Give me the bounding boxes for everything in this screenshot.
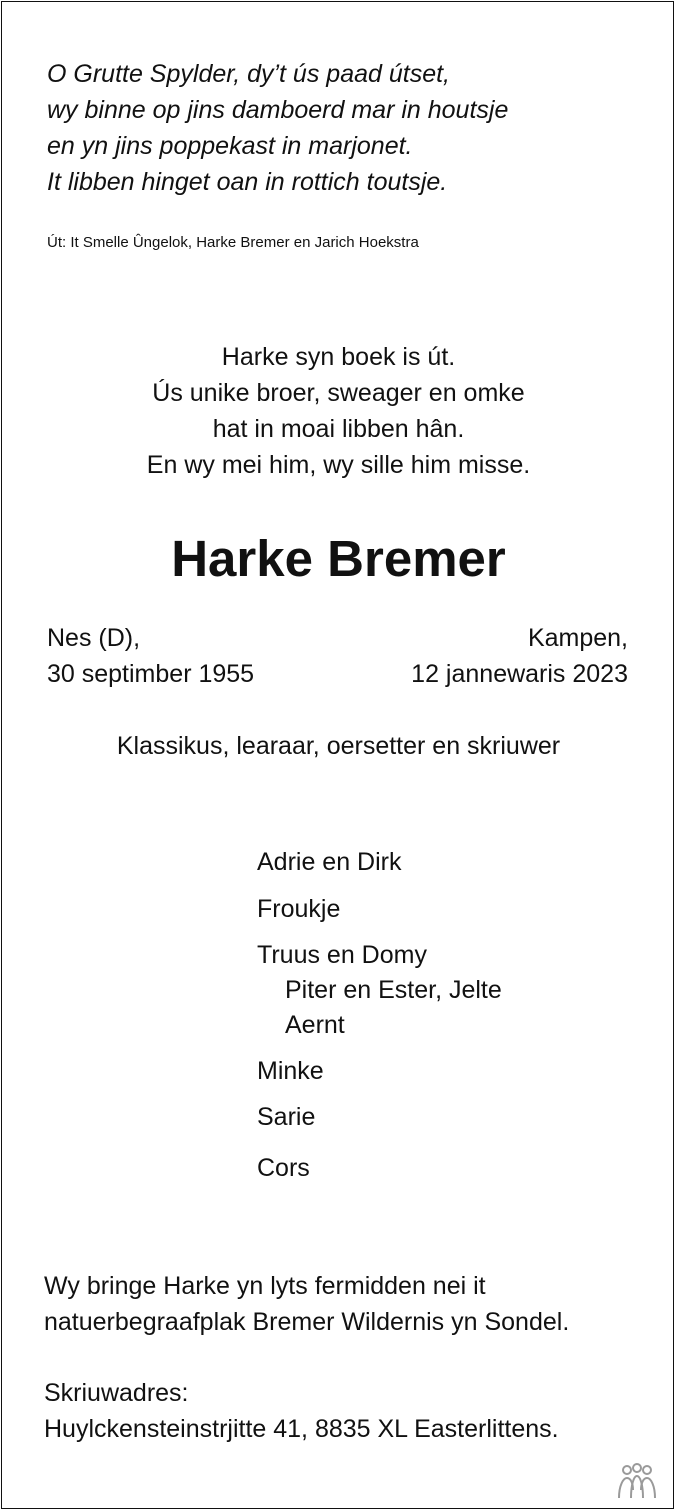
death-place: Kampen,	[527, 624, 628, 652]
correspondence-address	[44, 1375, 559, 1447]
verse-line: hat in moai libben hân.	[212, 415, 465, 443]
death-date: 12 jannewaris 2023	[411, 660, 628, 688]
verse-line: Harke syn boek is út.	[221, 343, 456, 371]
people-group-icon	[615, 1462, 659, 1502]
poem-line: O Grutte Spylder, dy’t ús paad útset,	[47, 60, 450, 88]
verse-line: En wy mei him, wy sille him misse.	[146, 451, 531, 479]
family-member: Sarie	[257, 1103, 316, 1131]
poem-line: en yn jins poppekast in marjonet.	[47, 132, 413, 160]
poem-line: It libben hinget oan in rottich toutsje.	[47, 168, 448, 196]
poem-line: wy binne op jins damboerd mar in houtsje	[47, 96, 509, 124]
address-line: Huylckensteinstrjitte 41, 8835 XL Easterlittens.	[44, 1415, 559, 1443]
family-member: Truus en Domy	[257, 941, 427, 969]
family-member: Piter en Ester, Jelte	[285, 976, 502, 1004]
birth-date: 30 septimber 1955	[47, 660, 255, 688]
address-label: Skriuwadres:	[44, 1379, 189, 1407]
birth-place: Nes (D),	[47, 624, 141, 652]
verse-line: Ús unike broer, sweager en omke	[152, 379, 525, 407]
verse	[0, 339, 677, 483]
funeral-info	[44, 1268, 569, 1340]
family-member: Froukje	[257, 895, 341, 923]
family-member: Minke	[257, 1057, 324, 1085]
funeral-line: natuerbegraafplak Bremer Wildernis yn Sondel.	[44, 1308, 570, 1336]
family-member: Adrie en Dirk	[257, 848, 402, 876]
death-info	[411, 620, 628, 692]
occupation: Klassikus, learaar, oersetter en skriuwer	[116, 732, 561, 760]
family-member: Cors	[257, 1154, 310, 1182]
poem-source: Út: It Smelle Ûngelok, Harke Bremer en Jarich Hoekstra	[47, 234, 419, 251]
birth-info	[47, 620, 254, 692]
poem	[47, 56, 508, 200]
family-member: Aernt	[285, 1011, 345, 1039]
funeral-line: Wy bringe Harke yn lyts fermidden nei it	[44, 1272, 486, 1300]
deceased-name: Harke Bremer	[171, 530, 506, 587]
